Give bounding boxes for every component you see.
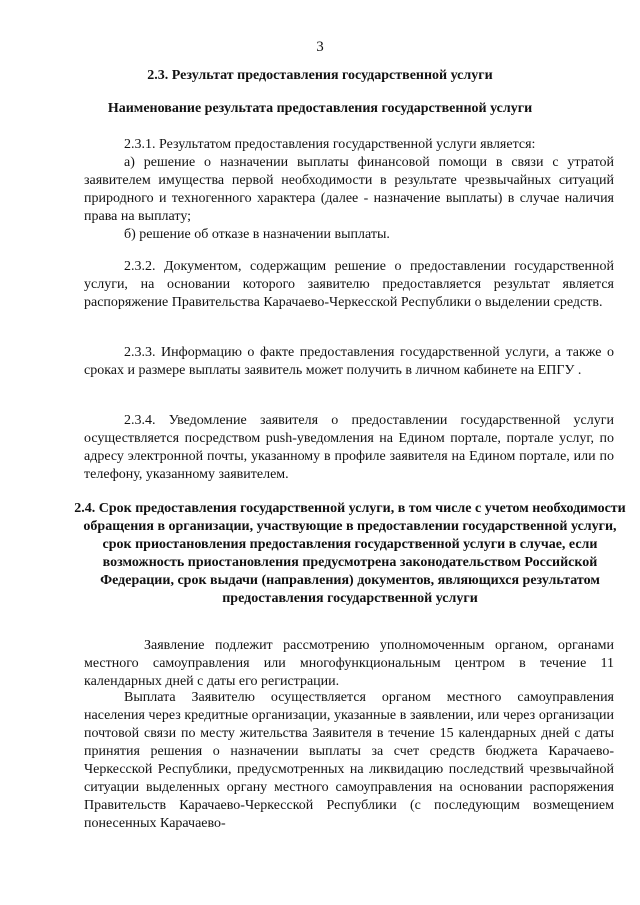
section-2-3-subtitle: Наименование результата предоставления государственной услуги — [107, 101, 533, 116]
section-2-4-title: 2.4. Срок предоставления государственной услуги, в том числе с учетом необходимости обращения в организации, участвующие в предоставлении государственной услуги, срок приостановления предоставления государственной услуги в случае, если возможность приостановления предусмотрена законодательством Российской Федерации, срок выдачи (направления) документов, являющихся результатом предоставления государственной услуги — [74, 501, 626, 606]
paragraph-2-3-2: 2.3.2. Документом, содержащим решение о предоставлении государственной услуги, на основании которого заявителю предоставляется результат является распоряжение Правительства Карачаево-Черкесской Республики о выделении средств. — [84, 259, 614, 310]
paragraph-2-3-3: 2.3.3. Информацию о факте предоставления государственной услуги, а также о сроках и размере выплаты заявитель может получить в личном кабинете на ЕПГУ . — [84, 345, 614, 378]
paragraph-2-3-1-intro: 2.3.1. Результатом предоставления государственной услуги является: — [124, 137, 536, 152]
paragraph-2-4-1: Заявление подлежит рассмотрению уполномоченным органом, органами местного самоуправления или многофункциональным центром в течение 11 календарных дней с даты его регистрации. — [84, 638, 614, 689]
page-number: 3 — [316, 39, 324, 55]
paragraph-2-3-1-a: а) решение о назначении выплаты финансовой помощи в связи с утратой заявителем имущества первой необходимости в результате чрезвычайных ситуаций природного и техногенного характера (далее - назначение выплаты) в случае наличия права на выплату; — [84, 155, 614, 224]
paragraph-2-3-4: 2.3.4. Уведомление заявителя о предоставлении государственной услуги осуществляется посредством push-уведомления на Едином портале, портале услуг, по адресу электронной почты, указанному в профиле заявителя на Едином портале, или по телефону, указанному заявителем. — [84, 413, 614, 482]
paragraph-2-4-2: Выплата Заявителю осуществляется органом местного самоуправления населения через кредитные организации, указанные в заявлении, или через организации почтовой связи по месту жительства Заявителя в течение 15 календарных дней с даты принятия решения о назначении выплаты за счет средств бюджета Карачаево-Черкесской Республики, предусмотренных на ликвидацию последствий чрезвычайной ситуации выделенных органу местного самоуправления на основании распоряжения Правительств Карачаево-Черкесской Республики (с последующим возмещением понесенных Карачаево- — [84, 690, 614, 831]
section-2-3-title: 2.3. Результат предоставления государственной услуги — [147, 68, 493, 83]
paragraph-2-3-1-b: б) решение об отказе в назначении выплаты. — [124, 227, 390, 242]
